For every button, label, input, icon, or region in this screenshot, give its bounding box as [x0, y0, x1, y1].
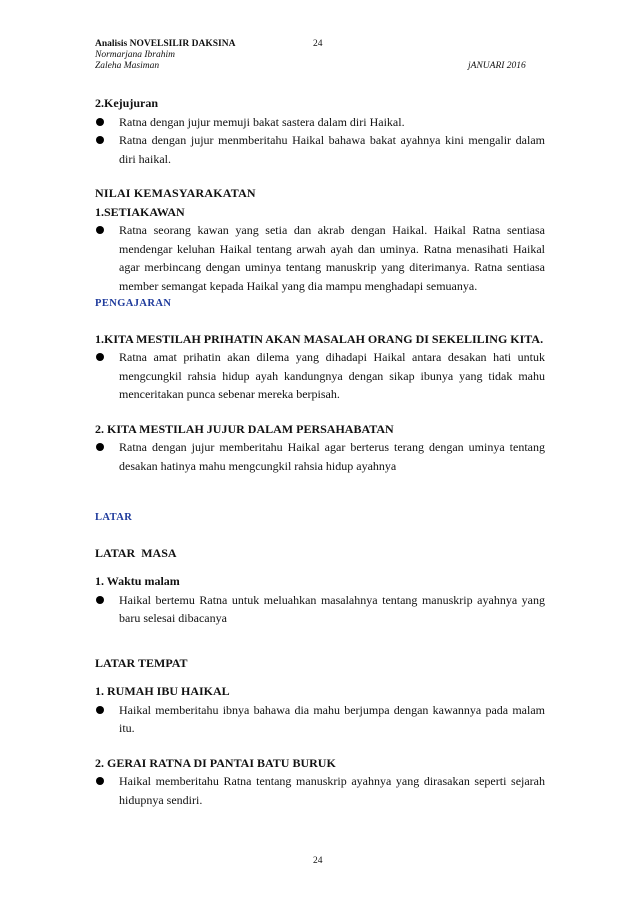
bullet-text: Ratna dengan jujur memberitahu Haikal agar berterus terang dengan uminya tentang desakan hatinya mahu mengcungkil rahsia hidup ayahnya: [119, 440, 545, 473]
subheading-gerai-ratna: 2. GERAI RATNA DI PANTAI BATU BURUK: [95, 755, 336, 770]
subheading-latar-masa: LATAR MASA: [95, 545, 177, 560]
footer-page-number: 24: [313, 856, 323, 866]
subheading-pengajaran-2: 2. KITA MESTILAH JUJUR DALAM PERSAHABATAN: [95, 421, 394, 436]
bullet-icon: [95, 113, 119, 131]
list-item: [95, 348, 545, 404]
bullet-icon: [95, 348, 119, 366]
header-title: Analisis NOVELSILIR DAKSINA: [95, 39, 236, 49]
subheading-waktu-malam: 1. Waktu malam: [95, 574, 180, 588]
bullet-text: Ratna dengan jujur menmberitahu Haikal bahawa bakat ayahnya kini mengalir dalam diri haikal.: [119, 133, 545, 166]
bullet-text: Haikal memberitahu ibnya bahawa dia mahu berjumpa dengan kawannya pada malam itu.: [119, 702, 545, 735]
list-item: [95, 772, 545, 809]
header-date: jANUARI 2016: [468, 61, 526, 71]
bullet-text: Ratna seorang kawan yang setia dan akrab dengan Haikal. Haikal Ratna sentiasa mendengar keluhan Haikal tentang arwah ayah dan uminya. Ratna menasihati Haikal agar merbincang dengan uminya tentang manuskrip yang diterimanya. Ratna sentiasa member semangat kepada Haikal yang dia mampu menghadapi semuanya.: [119, 223, 545, 293]
subheading-rumah-ibu: 1. RUMAH IBU HAIKAL: [95, 684, 230, 698]
bullet-icon: [95, 772, 119, 790]
bullet-text: Haikal bertemu Ratna untuk meluahkan masalahnya tentang manuskrip ayahnya yang baru selesai dibacanya: [119, 592, 545, 625]
section-label-latar: LATAR: [95, 512, 133, 523]
section-label-pengajaran: PENGAJARAN: [95, 298, 172, 309]
bullet-text: Ratna dengan jujur memuji bakat sastera dalam diri Haikal.: [119, 114, 405, 129]
list-item: [95, 131, 545, 168]
header-author-2: Zaleha Masiman: [95, 61, 160, 71]
subheading-pengajaran-1: 1.KITA MESTILAH PRIHATIN AKAN MASALAH ORANG DI SEKELILING KITA.: [95, 331, 544, 346]
subheading-latar-tempat: LATAR TEMPAT: [95, 655, 188, 670]
section-heading-nilai: NILAI KEMASYARAKATAN: [95, 186, 256, 200]
list-item: [95, 113, 545, 132]
bullet-icon: [95, 591, 119, 609]
bullet-icon: [95, 221, 119, 239]
list-item: [95, 221, 545, 295]
list-item: [95, 591, 545, 628]
bullet-text: Haikal memberitahu Ratna tentang manuskrip ayahnya yang dirasakan seperti sejarah hidupnya sendiri.: [119, 774, 545, 807]
header-author-1: Normarjana Ibrahim: [95, 50, 175, 60]
section-heading-kejujuran: 2.Kejujuran: [95, 96, 158, 110]
bullet-icon: [95, 701, 119, 719]
subheading-setiakawan: 1.SETIAKAWAN: [95, 204, 185, 219]
list-item: [95, 701, 545, 738]
bullet-text: Ratna amat prihatin akan dilema yang dihadapi Haikal antara desakan hati untuk mengcungkil rahsia hidup ayah kandungnya dengan sikap ibunya yang tidak mahu menceritakan punca sebenar mereka berpisah.: [119, 350, 545, 401]
bullet-icon: [95, 438, 119, 456]
bullet-icon: [95, 131, 119, 149]
document-body: [95, 94, 545, 809]
header-page-number: 24: [313, 39, 323, 49]
list-item: [95, 438, 545, 475]
